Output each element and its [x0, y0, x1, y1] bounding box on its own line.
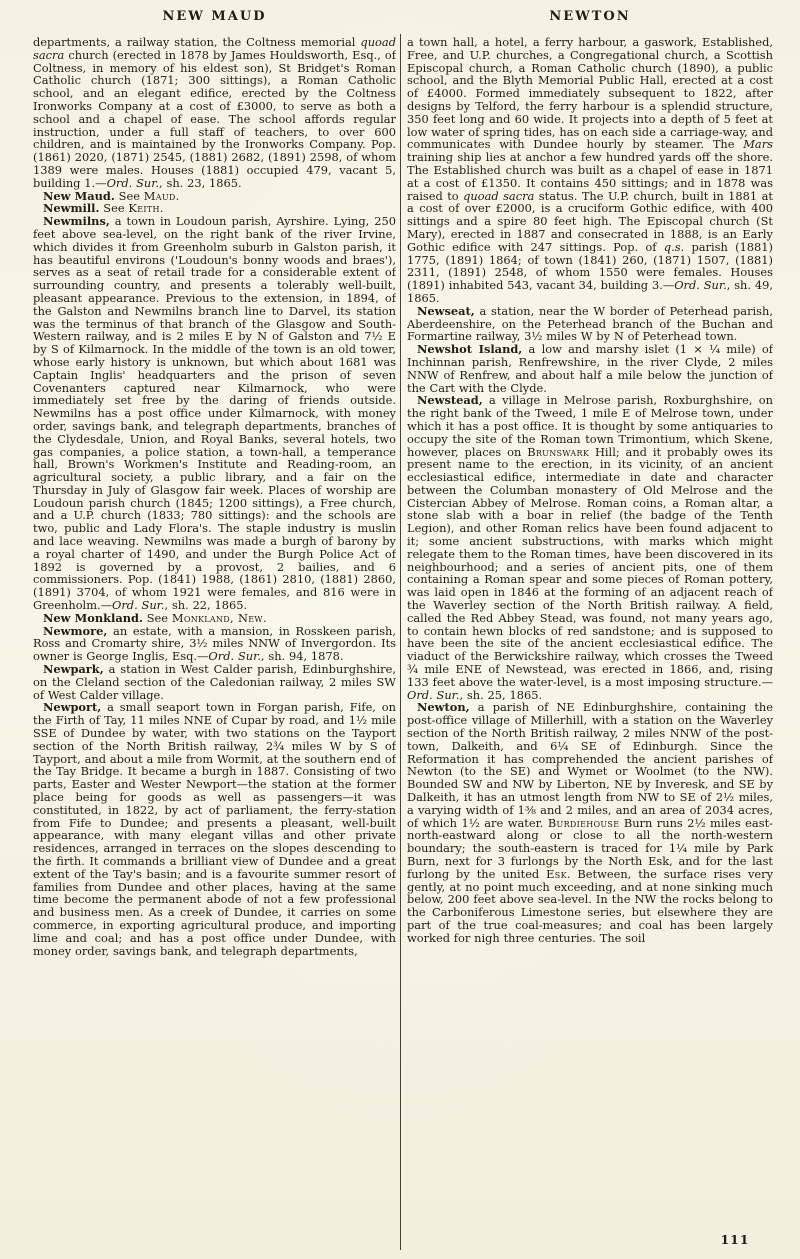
text-segment: , sh. 94, 1878. — [260, 649, 344, 664]
text-segment: quoad sacra — [463, 188, 535, 203]
text-segment: Keith — [128, 201, 160, 216]
text-segment: Ord. Sur. — [112, 598, 165, 613]
text-segment: New Monkland. — [43, 610, 143, 625]
text-segment: Burdiehouse — [547, 815, 620, 830]
text-segment: . — [175, 188, 180, 203]
text-segment: Newstead, — [417, 393, 483, 408]
entry-paragraph — [407, 36, 773, 305]
column-left — [33, 36, 396, 1250]
text-segment: Ord. Sur. — [674, 278, 727, 293]
entry-paragraph — [33, 215, 396, 612]
text-segment: an estate, with a mansion, in Rosskeen parish, Ross and Cromarty shire, 3½ miles NNW of Invergordon. Its owner is George Inglis, Esq.— — [33, 623, 396, 664]
text-segment: Newseat, — [417, 303, 475, 318]
entry-paragraph — [407, 701, 773, 944]
text-segment: departments, a railway station, the Coltness memorial — [33, 36, 361, 49]
text-segment: . — [262, 610, 267, 625]
text-segment: quoad sacra — [33, 36, 396, 62]
text-segment: , sh. 49, 1865. — [407, 278, 773, 305]
text-segment: a low and marshy islet (1 × ¼ mile) of Inchinnan parish, Renfrewshire, in the river Clyde, 2 miles NNW of Renfrew, and about half a mile below the junction of the Cart with the Clyde. — [407, 342, 773, 395]
page-number: 111 — [720, 1232, 750, 1247]
text-segment: . Between, the surface rises very gently, at no point much exceeding, and at none sinking much below, 200 feet above sea-level. In the NW the rocks belong to the Carboniferous Limestone series, but elsewhere they are part of the true coal-measures; and coal has been largely worked for nigh three centuries. The soil — [407, 866, 773, 945]
text-segment: See — [99, 201, 129, 216]
text-segment: See — [142, 610, 172, 625]
entry-paragraph — [407, 394, 773, 701]
text-segment: Ord. Sur. — [106, 175, 160, 190]
text-segment: , sh. 23, 1865. — [159, 175, 242, 190]
text-segment: parish (1881) 1775, (1891) 1864; of town (1841) 260, (1871) 1507, (1881) 2311, (1891) 2548, of whom 1550 were females. Houses (1891) inhabited 543, vacant 34, building 3.— — [407, 239, 773, 293]
entry-paragraph — [407, 305, 773, 343]
text-segment: a parish of NE Edinburghshire, containing the post-office village of Millerhill, with a station on the Waverley section of the North British railway, 2 miles NNW of the post-town, Dalkeith, and 6¼ SE of Edinburgh. Since the Reformation it has comprehended the ancient parishes of Newton (to the SE) and Wymet or Woolmet (to the NW). Bounded SW and NW by Liberton, NE by Inveresk, and SE by Dalkeith, it has an utmost length from NW to SE of 2½ miles, a varying width of 1⅜ and 2 miles, and an area of 2034 acres, of which 1½ are water. — [407, 700, 773, 830]
text-segment: a town hall, a hotel, a ferry harbour, a gaswork, Established, Free, and U.P. churches, a Congregational church, a Scottish Episcopal church, a Roman Catholic church (1890), a public school, and the Blyth Memorial Public Hall, erected at a cost of £4000. Formed immediately subsequent to 1822, after designs by Telford, the ferry harbour is a splendid structure, 350 feet long and 60 wide. It projects into a depth of 5 feet at low water of spring tides, has on each side a carriage-way, and communicates with Dundee hourly by steamer. The — [407, 36, 773, 152]
text-segment: Newport, — [43, 700, 102, 715]
text-segment: Maud — [143, 188, 176, 203]
text-segment: Monkland, New — [171, 610, 263, 625]
text-segment: a station, near the W border of Peterhead parish, Aberdeenshire, on the Peterhead branch of the Buchan and Formartine railway, 3½ miles W by N of Peterhead town. — [407, 303, 773, 344]
text-segment: a village in Melrose parish, Roxburghshire, on the right bank of the Tweed, 1 mile E of Melrose town, under which it has a post office. It is thought by some antiquaries to occupy the site of the Roman town Trimontium, which Skene, however, places on — [407, 393, 773, 459]
running-head-right: NEWTON — [549, 9, 631, 24]
text-segment: Newmore, — [43, 623, 108, 638]
text-segment: See — [114, 188, 144, 203]
text-segment: a station in West Calder parish, Edinburghshire, on the Cleland section of the Caledonian railway, 2 miles SW of West Calder village. — [33, 662, 396, 702]
entry-paragraph — [33, 36, 396, 190]
text-segment: Newpark, — [43, 662, 104, 677]
entry-paragraph — [33, 663, 396, 701]
text-segment: Newmill. — [43, 201, 100, 216]
text-segment: , sh. 22, 1865. — [164, 598, 248, 613]
text-segment: status. The U.P. church, built in 1881 at a cost of over £2000, is a cruciform Gothic edifice, with 400 sittings and a spire 80 feet high. The Episcopal church (St Mary), erected in 1887 and consecrated in 1888, is an Early Gothic edifice with 247 sittings. Pop. of — [407, 188, 773, 254]
entry-paragraph — [33, 625, 396, 663]
text-segment: Newmilns, — [43, 214, 110, 229]
text-segment: New Maud. — [43, 188, 115, 203]
text-segment: q.s. — [663, 239, 685, 254]
text-segment: Ord. Sur. — [208, 649, 261, 664]
text-segment: Newshot Island, — [417, 342, 523, 357]
text-segment: Brunswark — [527, 444, 590, 459]
text-segment: , sh. 25, 1865. — [459, 687, 543, 702]
column-right — [407, 36, 773, 1250]
text-segment: Mars — [743, 137, 773, 152]
text-segment: a town in Loudoun parish, Ayrshire. Lying, 250 feet above sea-level, on the right bank of the river Irvine, which divides it from Greenholm suburb in Galston parish, it has beautiful environs ('Loudoun's bonny woods and braes'), serves as a seat of retail trade for a considerable extent of surrounding country, and presents a tolerably well-built, pleasant appearance. Previous to the extension, in 1894, of the Galston and Newmilns branch line to Darvel, its station was the terminus of that branch of the Glasgow and South-Western railway, and is 2 miles E by N of Galston and 7½ E by S of Kilmarnock. In the middle of the town is an old tower, whose early history is unknown, but which about 1681 was Captain Inglis' headquarters and the prison of seven Covenanters captured near Kilmarnock, who were immediately set free by the daring of friends outside. Newmilns has a post office under Kilmarnock, with money order, savings bank, and telegraph departments, branches of the Clydesdale, Union, and Royal Banks, several hotels, two gas companies, a police station, a town-hall, a temperance hall, Brown's Workmen's Institute and Reading-room, an agricultural society, a public library, and a fair on the Thursday in July of Glasgow fair week. Places of worship are Loudoun parish church (1845; 1200 sittings), a Free church, and a U.P. church (1833; 780 sittings): and the schools are two, public and Lady Flora's. The staple industry is muslin and lace weaving. Newmilns was made a burgh of barony by a royal charter of 1490, and under the Burgh Police Act of 1892 is governed by a provost, 2 bailies, and 6 commissioners. Pop. (1841) 1988, (1861) 2810, (1881) 2860, (1891) 3704, of whom 1921 were females, and 816 were in Greenholm.— — [33, 214, 396, 613]
text-segment: Esk — [546, 866, 567, 881]
text-segment: Newton, — [417, 700, 470, 715]
entry-paragraph — [33, 701, 396, 957]
entry-paragraph — [407, 343, 773, 394]
text-segment: training ship lies at anchor a few hundred yards off the shore. The Established church was built as a chapel of ease in 1871 at a cost of £1350. It contains 450 sittings; and in 1878 was raised to — [407, 150, 773, 203]
text-segment: Burn runs 2½ miles east-north-eastward along or close to all the north-western boundary; the south-eastern is traced for 1¼ mile by Park Burn, next for 3 furlongs by the North Esk, and for the last furlong by the united — [407, 815, 773, 881]
text-segment: church (erected in 1878 by James Houldsworth, Esq., of Coltness, in memory of his eldest son), St Bridget's Roman Catholic church (1871; 300 sittings), a Roman Catholic school, and an elegant edifice, erected by the Coltness Ironworks Company at a cost of £3000, to serve as both a school and a chapel of ease. The school affords regular instruction, under a full staff of teachers, to over 600 children, and is maintained by the Ironworks Company. Pop. (1861) 2020, (1871) 2545, (1881) 2682, (1891) 2598, of whom 1389 were males. Houses (1881) occupied 479, vacant 5, building 1.— — [33, 47, 396, 190]
running-head-left: NEW MAUD — [162, 9, 267, 24]
text-segment: . — [159, 201, 164, 216]
column-divider — [400, 34, 401, 1250]
text-segment: Hill; and it probably owes its present name to the erection, in its vicinity, of an ancient ecclesiastical edifice, intermediate in date and character between the Columban monastery of Old Melrose and the Cistercian Abbey of Melrose. Roman coins, a Roman altar, a stone slab with a boar in relief (the badge of the Tenth Legion), and other Roman relics have been found adjacent to it; some ancient substructions, with marks which might relegate them to the Roman times, have been discovered in its neighbourhood; and a series of ancient pits, one of them containing a Roman spear and some pieces of Roman pottery, was laid open in 1846 at the forming of an adjacent reach of the Waverley section of the North British railway. A field, called the Red Abbey Stead, was found, not many years ago, to contain hewn blocks of red sandstone; and is supposed to have been the site of the ancient ecclesiastical edifice. The viaduct of the Berwickshire railway, which crosses the Tweed ¾ mile ENE of Newstead, was erected in 1866, and, rising 133 feet above the water-level, is a most imposing structure.— — [407, 444, 773, 689]
text-segment: a small seaport town in Forgan parish, Fife, on the Firth of Tay, 11 miles NNE of Cupar by road, and 1½ mile SSE of Dundee by water, with two stations on the Tayport section of the North British railway, 2¾ miles W by S of Tayport, and about a mile from Wormit, at the southern end of the Tay Bridge. It became a burgh in 1887. Consisting of two parts, Easter and Wester Newport—the station at the former place being for goods as well as passengers—it was constituted, in 1822, by act of parliament, the ferry-station from Fife to Dundee; and presents a pleasant, well-built appearance, with many elegant villas and other private residences, arranged in terraces on the slopes descending to the firth. It commands a brilliant view of Dundee and a great extent of the Tay's basin; and is a favourite summer resort of families from Dundee and other places, having at the same time become the permanent abode of not a few professional and business men. As a creek of Dundee, it carries on some commerce, in exporting agricultural produce, and importing lime and coal; and has a post office under Dundee, with money order, savings bank, and telegraph departments, — [33, 700, 396, 958]
text-segment: Ord. Sur. — [407, 687, 460, 702]
